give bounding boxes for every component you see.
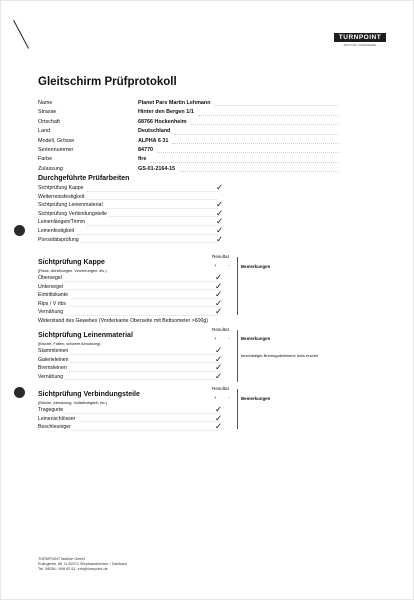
lines-remarks-label: Bemerkungen bbox=[241, 336, 271, 341]
checkmark-icon: ✓ bbox=[216, 217, 224, 228]
brand-name: TURNPOINT bbox=[334, 33, 386, 42]
info-label: Zulassung bbox=[38, 165, 63, 172]
canopy-row bbox=[38, 308, 383, 317]
lines-section bbox=[38, 327, 383, 382]
dotted-rule bbox=[150, 155, 338, 162]
lines-remarks-text: beschädigte Bremsgalerieleine links ersetzt bbox=[241, 353, 318, 358]
pen-mark bbox=[13, 20, 29, 49]
info-value: Planet Pars Martin Lehmann bbox=[138, 100, 211, 106]
canopy-minus: - bbox=[228, 263, 230, 268]
info-row bbox=[38, 108, 338, 117]
info-value: 84770 bbox=[138, 146, 153, 153]
info-value: GS-01-2164-15 bbox=[138, 165, 176, 172]
lines-row bbox=[38, 364, 383, 373]
lines-minus: - bbox=[228, 336, 230, 341]
info-row bbox=[38, 118, 338, 127]
info-label: Name bbox=[38, 100, 53, 106]
checkmark-icon: ✓ bbox=[215, 307, 223, 318]
connectors-item-label: Tragegurte bbox=[38, 407, 64, 413]
canopy-row bbox=[38, 300, 383, 309]
lines-plus: + bbox=[214, 336, 217, 341]
performed-row bbox=[38, 227, 383, 236]
performed-item-label: Leinenlängen/Trimm bbox=[38, 219, 86, 226]
dotted-rule bbox=[157, 146, 338, 153]
info-row bbox=[38, 146, 338, 155]
info-value: Hinter den Bergen 1/1 bbox=[138, 109, 194, 116]
info-label: Strasse bbox=[38, 109, 57, 116]
checkmark-icon: ✓ bbox=[216, 183, 224, 193]
checkmark-icon: ✓ bbox=[215, 422, 223, 433]
info-value: Deutschland bbox=[138, 128, 171, 135]
performed-row bbox=[38, 201, 383, 210]
checkmark-icon: ✓ bbox=[215, 298, 223, 309]
performed-item-label: Leinenfestigkeit bbox=[38, 227, 75, 234]
performed-row bbox=[38, 193, 383, 202]
lines-item-label: Galerieleinen bbox=[38, 356, 69, 363]
customer-info bbox=[38, 99, 338, 174]
connectors-row bbox=[38, 406, 383, 415]
info-label: Ortschaft bbox=[38, 118, 60, 125]
canopy-item-label: Untersegel bbox=[38, 283, 64, 290]
connectors-row bbox=[38, 423, 383, 432]
canopy-item-label: Rips / V ribs bbox=[38, 300, 66, 307]
punch-hole-top bbox=[14, 225, 25, 236]
lines-subtitle: (Brüche, Falten, schwere Abnutzung) bbox=[38, 342, 101, 346]
canopy-row bbox=[38, 317, 383, 326]
connectors-row bbox=[38, 415, 383, 424]
connectors-subtitle: (Brüche, Abnutzung, Vollständigkeit, etc.) bbox=[38, 401, 108, 405]
checkmark-icon: ✓ bbox=[215, 371, 223, 382]
lines-item-label: Stammleinen bbox=[38, 348, 69, 354]
checkmark-icon: ✓ bbox=[216, 200, 224, 211]
footer-contact: Tel. 08036 / 908 82 61, info@turnpoint.de bbox=[38, 567, 108, 571]
info-label: Land bbox=[38, 128, 50, 135]
info-label: Farbe bbox=[38, 156, 53, 163]
performed-checks-section bbox=[38, 173, 383, 244]
punch-hole-bottom bbox=[14, 387, 25, 398]
checkmark-icon: ✓ bbox=[215, 413, 223, 424]
checkmark-icon: ✓ bbox=[216, 225, 224, 236]
info-row bbox=[38, 127, 338, 136]
info-label: Seriennummer bbox=[38, 146, 74, 153]
canopy-item-label: Obersegel bbox=[38, 275, 62, 281]
connectors-result-header: Resultat bbox=[212, 386, 229, 391]
canopy-row bbox=[38, 283, 383, 292]
connectors-item-label: Leinenschlösser bbox=[38, 415, 76, 422]
checkmark-icon: ✓ bbox=[216, 208, 224, 219]
connectors-minus: - bbox=[228, 395, 230, 400]
checkmark-icon: ✓ bbox=[215, 363, 223, 374]
dotted-rule bbox=[215, 99, 339, 106]
info-value: 68766 Hockenheim bbox=[138, 118, 187, 125]
performed-title: Durchgeführte Prüfarbeiten bbox=[38, 175, 130, 182]
dotted-rule bbox=[172, 137, 338, 144]
lines-result-header: Resultat bbox=[212, 327, 229, 332]
performed-row bbox=[38, 236, 383, 245]
checkmark-icon: ✓ bbox=[215, 405, 223, 415]
canopy-title: Sichtprüfung Kappe bbox=[38, 259, 105, 266]
canopy-item-label: Widerstand des Gewebes (Vorderkante Oberseite mit Bettsometer >600g) bbox=[38, 317, 208, 324]
connectors-remarks-label: Bemerkungen bbox=[241, 396, 271, 401]
lines-row bbox=[38, 356, 383, 365]
performed-item-label: Porositätsprüfung bbox=[38, 236, 79, 243]
brand-tagline: AVIATION HARDWARE bbox=[343, 43, 377, 47]
lines-item-label: Vernähung bbox=[38, 373, 64, 380]
performed-item-label: Sichtprüfung Kappe bbox=[38, 185, 84, 191]
brand-logo bbox=[334, 33, 386, 47]
dotted-rule bbox=[174, 127, 338, 134]
info-label: Modell, Grösse bbox=[38, 137, 75, 144]
lines-row bbox=[38, 347, 383, 356]
canopy-result-header: Resultat bbox=[212, 254, 229, 259]
info-value: ALPHA 6 31 bbox=[138, 137, 169, 144]
performed-row bbox=[38, 184, 383, 193]
checkmark-icon: ✓ bbox=[215, 290, 223, 301]
connectors-section bbox=[38, 386, 383, 433]
connectors-plus: + bbox=[214, 395, 217, 400]
performed-row bbox=[38, 210, 383, 219]
info-row bbox=[38, 99, 338, 108]
performed-item-label: Weiterreissfestigkeit bbox=[38, 193, 85, 200]
performed-row bbox=[38, 218, 383, 227]
footer-company: TURNPOINT fastline GmbH bbox=[38, 557, 86, 561]
canopy-row bbox=[38, 291, 383, 300]
lines-item-label: Bremsleinen bbox=[38, 365, 67, 372]
info-row bbox=[38, 137, 338, 146]
checkmark-icon: ✓ bbox=[215, 346, 223, 356]
lines-title: Sichtprüfung Leinenmaterial bbox=[38, 332, 133, 339]
canopy-plus: + bbox=[214, 263, 217, 268]
canopy-section bbox=[38, 254, 383, 326]
dotted-rule bbox=[179, 165, 338, 172]
canopy-row bbox=[38, 274, 383, 283]
canopy-subtitle: (Risse, Abreibungen, Verzerrungen, etc.) bbox=[38, 269, 107, 273]
canopy-remarks-label: Bemerkungen bbox=[241, 264, 271, 269]
company-footer bbox=[38, 557, 127, 572]
dotted-rule bbox=[38, 281, 218, 282]
checkmark-icon: ✓ bbox=[215, 354, 223, 365]
info-row bbox=[38, 155, 338, 164]
connectors-title: Sichtprüfung Verbindungsteile bbox=[38, 391, 140, 398]
footer-address: Eulingerstr. 66, D-82071 Stephanskirchen / Salzbach bbox=[38, 562, 128, 566]
performed-item-label: Sichtprüfung Leinenmaterial bbox=[38, 202, 103, 209]
checkmark-icon: ✓ bbox=[215, 273, 223, 283]
checkmark-icon: ✓ bbox=[215, 281, 223, 292]
canopy-item-label: Vernähung bbox=[38, 309, 64, 316]
dotted-rule bbox=[198, 108, 338, 115]
checkmark-icon: ✓ bbox=[216, 234, 224, 245]
canopy-item-label: Eintrittskante bbox=[38, 292, 68, 299]
page-title: Gleitschirm Prüfprotokoll bbox=[38, 76, 177, 88]
lines-row bbox=[38, 373, 383, 382]
info-value: fire bbox=[138, 156, 147, 163]
performed-item-label: Sichtprüfung Verbindungsteile bbox=[38, 210, 107, 217]
connectors-item-label: Beschleuniger bbox=[38, 424, 71, 431]
dotted-rule bbox=[191, 118, 338, 125]
